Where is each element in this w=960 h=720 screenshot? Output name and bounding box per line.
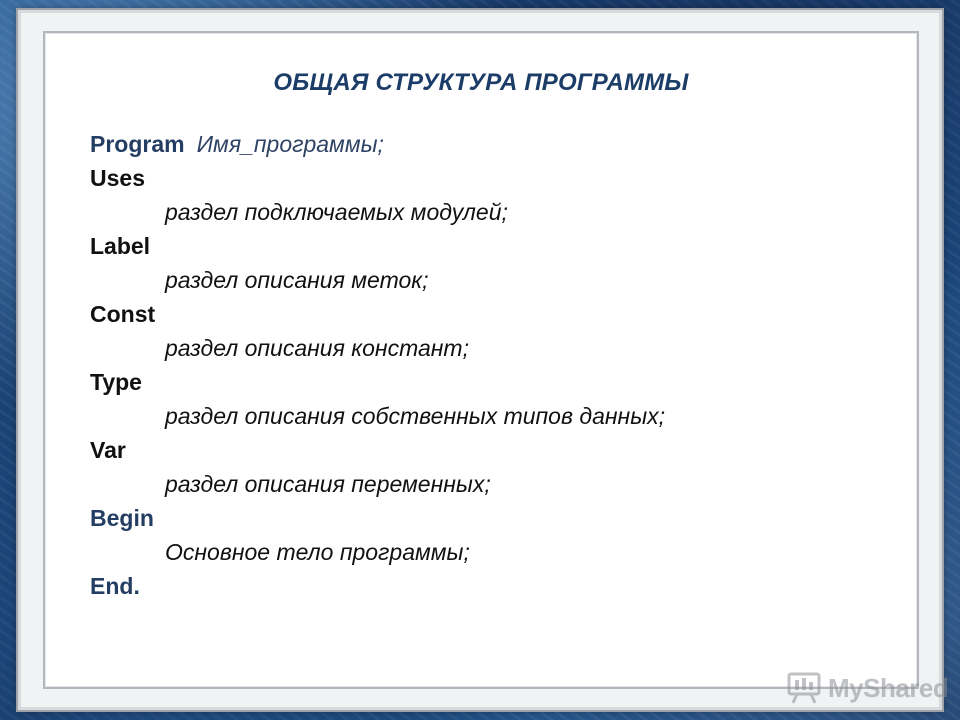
body-description: Основное тело программы; — [165, 539, 470, 565]
program-keyword — [90, 131, 384, 158]
var-keyword: Var — [90, 437, 126, 463]
presentation-board-icon — [786, 671, 822, 705]
program-name: Имя_программы; — [196, 131, 384, 157]
uses-description: раздел подключаемых модулей; — [165, 199, 508, 225]
watermark-text: MyShared — [828, 672, 949, 703]
const-description: раздел описания констант; — [165, 335, 469, 361]
end-keyword: End. — [90, 573, 140, 599]
program-keyword-text: Program — [90, 131, 185, 157]
watermark — [786, 668, 948, 708]
uses-keyword: Uses — [90, 165, 145, 191]
const-keyword: Const — [90, 301, 156, 327]
begin-keyword: Begin — [90, 505, 154, 531]
slide-frame — [18, 10, 949, 710]
slide-title: ОБЩАЯ СТРУКТУРА ПРОГРАММЫ — [273, 69, 689, 96]
type-description: раздел описания собственных типов данных; — [165, 403, 666, 429]
label-keyword: Label — [90, 233, 151, 259]
slide-content-panel — [43, 31, 919, 689]
type-keyword: Type — [90, 369, 142, 395]
var-description: раздел описания переменных; — [165, 471, 491, 497]
label-description: раздел описания меток; — [165, 267, 429, 293]
